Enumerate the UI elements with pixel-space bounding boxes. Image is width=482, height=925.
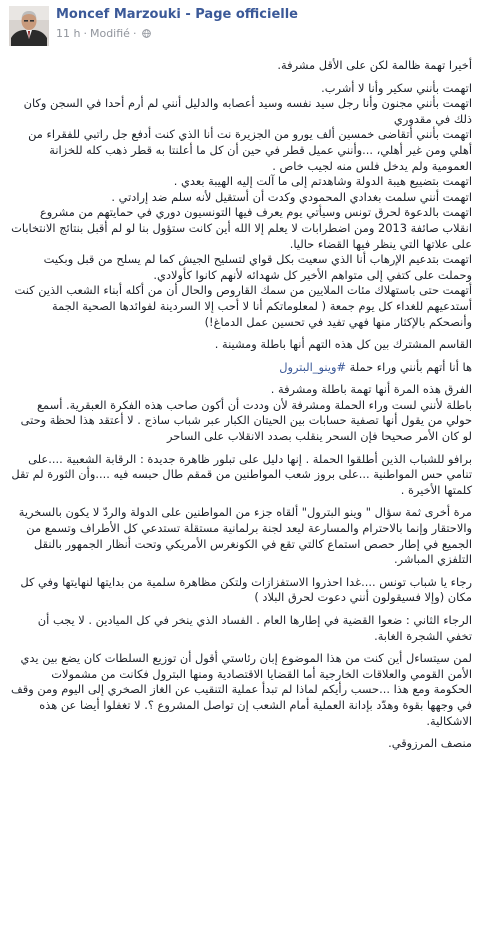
hashtag-line-text: ها أنا أتهم بأنني وراء حملة (349, 359, 472, 374)
hashtag-link[interactable]: #وينو_البترول (279, 359, 347, 374)
post-paragraph-accusations: اتهمت بأنني سكير وأنا لا أشرب. اتهمت بأنني مجنون وأنا رجل سيد نفسه وسيد أعصابه والدليل أنني لم أرم أحدا في السجن وكان ذلك في مقدوري اتهمت بأنني أتقاضى خمسين ألف يورو من الجزيرة نت أنا الذي كنت أدفع جل راتبي للفقراء من أهلي ومن غير أهلي، ...وأنني عميل قطر في حين أن كل ما أعلنتا به قطر ذهب كله للخزانة العمومية ولم يدخل فلس منه لجيب خاص . اتهمت بتضييع هيبة الدولة وشاهدتم إلى ما آلت إليه الهيبة بعدي . اتهمت أنني سلمت بغدادي المحمودي وكدت أن أستقيل لأنه سلم ضد إرادتي . اتهمت بالدعوة لحرق تونس وسيأتي يوم يعرف فيها التونسيون دوري في حمايتهم من مشروع انقلاب صائفة 2013 ومن اضطرابات لا يعلم إلا الله أين كانت ستؤول بنا لو لم أقبل بنتائج الانتخابات على علاتها التي ينظر فيها القضاء حاليا. اتهمت بتدعيم الإرهاب أنا الذي سعيت بكل قواي لتسليح الجيش كما لم يسلح من قبل وبكيت وحملت على كتفي إلى متواهم الأخير كل شهدائه لأنهم كانوا كأولادي. أتهمت حتى باستهلاك مئات الملايين من سمك القاروص والحال أن من أكله أبناء الشعب الذين كنت أستدعيهم للغداء كل يوم جمعة ( لمعلوماتكم أنا لا أحب إلا السردينة لفوائدها الصحية الجمة وأنصحكم بالإكثار منها فهي تفيد في تحسين عمل الدماغ!) (11, 80, 472, 329)
post-header (0, 0, 482, 50)
post-paragraph-presidency: لمن سيتساءل أين كنت من هذا الموضوع إبان رئاستي أقول أن توزيع السلطات كان يضع بين يدي الأمن القومي والعلاقات الخارجية أما القضايا الاقتصادية ومنها البترول فكانت من مشمولات الحكومة ومع هذا ...حسب رأيكم لماذا لم تبدأ عملية التنقيب عن الغاز الصخري إلى اليوم ومن وقف في وجهها بقوة وهدّد بإدانة العملية أمام الشعب إن تواصل المشروع ؟. لا تغفلوا أيضا عن هذه الاشكالية. (10, 651, 472, 728)
globe-icon[interactable] (142, 29, 151, 38)
meta-separator: · (132, 27, 137, 40)
profile-photo-icon (9, 6, 49, 46)
post-paragraph-bravo: برافو للشباب الذين أطلقوا الحملة . إنها دليل على تبلور ظاهرة جديدة : الرقابة الشعبية ....على تنامي حس المواطنية ...على بروز شعب المواطنين من قمقم طال حبسه فيه ....وأن الثورة لم تقل كلمتها الأخيرة . (11, 451, 472, 497)
post-paragraph-plea-youth: رجاء يا شباب تونس ....غدا احذروا الاستفزازات ولتكن مظاهرة سلمية من بدايتها لنهايتها وفي كل مكان (وإلا فسيقولون أنني دعوت لحرق البلاد ) (20, 574, 472, 605)
post-timestamp[interactable]: 11 h (56, 27, 81, 40)
post-paragraph-hashtag-line (10, 360, 472, 376)
author-name-link[interactable]: Moncef Marzouki - Page officielle (56, 7, 298, 22)
post-paragraph-second-plea: الرجاء الثاني : ضعوا القضية في إطارها العام . الفساد الذي ينخر في كل الميادين . لا يجب أن تخفي الشجرة الغابة. (37, 613, 472, 643)
post-paragraph-question: مرة أخرى ثمة سؤال " وينو البترول" ألقاه جزء من المواطنين على الدولة والردّ لا يكون بالسخرية والاحتقار وإنما بالاحترام والمسارعة ليعد لجنة برلمانية مستقلة تستدعي كل الأطراف وتسمع من الجميع في إطار حصص استماع كالتي تقع في الكونغرس الأمريكي وتحت أنظار الجمهور بالنقل التلفزي المباشر. (18, 505, 472, 567)
post-paragraph-difference: الفرق هذه المرة أنها تهمة باطلة ومشرفة . باطلة لأنني لست وراء الحملة ومشرفة لأن وددت أن أكون صاحب هذه الفكرة العبقرية. أسمع حولي من يقول أنها تصفية حسابات بين الحيتان الكبار عبر شباب ساذج . لا أعتقد هذا لحظة وحتى لو كان الأمر صحيحا فإن السحر ينقلب بصدد الانقلاب على الساحر (20, 382, 472, 444)
edited-label[interactable]: Modifié (89, 27, 130, 40)
post-meta (56, 27, 151, 40)
profile-avatar[interactable] (9, 6, 49, 46)
post-signature: منصف المرزوقي. (388, 736, 472, 751)
post-paragraph-common-factor: القاسم المشترك بين كل هذه التهم أنها باطلة ومشينة . (214, 337, 472, 352)
post-body (0, 58, 482, 752)
post-paragraph-intro: أخيرا تهمة ظالمة لكن على الأقل مشرفة. (277, 58, 472, 72)
meta-separator: · (83, 27, 87, 40)
